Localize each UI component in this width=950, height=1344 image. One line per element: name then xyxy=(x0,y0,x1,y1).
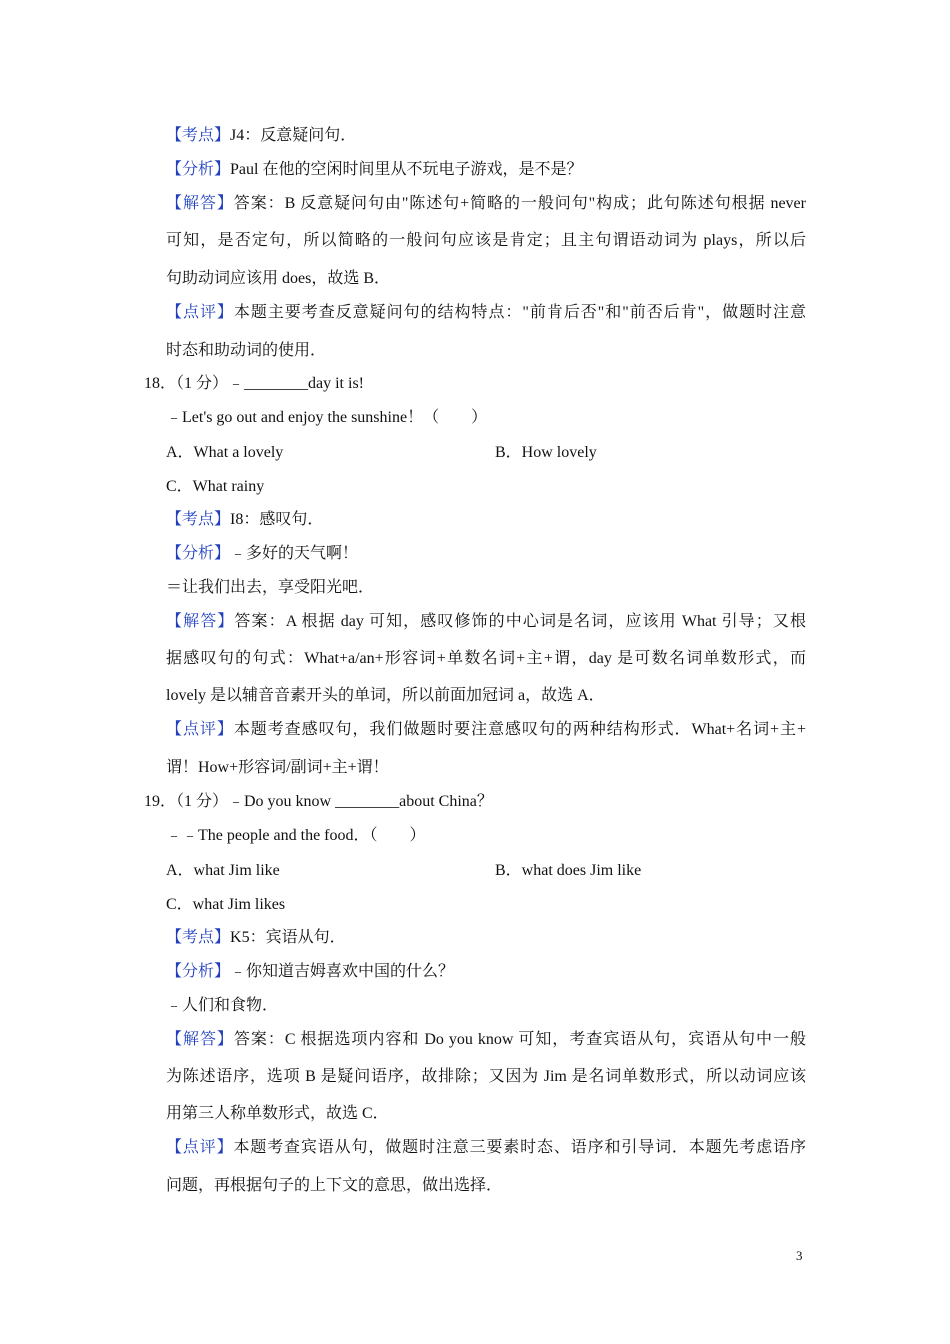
kaodian-tag: 【考点】 xyxy=(166,127,231,144)
q19-response: ﹣﹣The people and the food．（ ） xyxy=(166,827,426,844)
dianping-tag: 【点评】 xyxy=(166,721,234,738)
dianping-tag: 【点评】 xyxy=(166,1139,234,1156)
q17-kaodian: 【考点】J4：反意疑问句． xyxy=(166,127,357,144)
q18-fenxi-line-2: ＝让我们出去，享受阳光吧． xyxy=(166,579,375,596)
q18-stem: 18．（1 分）﹣________day it is! xyxy=(144,375,364,392)
jieda-tag: 【解答】 xyxy=(166,195,234,212)
q18-option-c: C．What rainy xyxy=(166,478,265,495)
fenxi-tag: 【分析】 xyxy=(166,161,231,178)
q18-option-b: B．How lovely xyxy=(495,444,597,461)
q18-dianping-line-1: 【点评】本题考查感叹句，我们做题时要注意感叹句的两种结构形式．What+名词+主+ xyxy=(166,721,806,738)
q19-jieda-line-2: 为陈述语序，选项 B 是疑问语序，故排除；又因为 Jim 是名词单数形式，所以动词应该 xyxy=(166,1068,806,1085)
q17-jieda-line-3: 句助动词应该用 does，故选 B． xyxy=(166,270,391,287)
q18-response: ﹣Let's go out and enjoy the sunshine！（ ） xyxy=(166,409,488,426)
q19-option-a: A．what Jim like xyxy=(166,862,280,879)
q19-stem: 19．（1 分）﹣Do you know ________about China？ xyxy=(144,793,493,810)
q18-dianping-line-2: 谓！How+形容词/副词+主+谓！ xyxy=(166,759,389,776)
q18-option-a: A．What a lovely xyxy=(166,444,284,461)
q18-fenxi-line-1: 【分析】﹣多好的天气啊！ xyxy=(166,545,359,562)
q19-option-c: C．what Jim likes xyxy=(166,896,286,913)
q19-jieda-line-1: 【解答】答案：C 根据选项内容和 Do you know 可知，考查宾语从句，宾语从句中一般 xyxy=(166,1031,806,1048)
q19-kaodian: 【考点】K5：宾语从句． xyxy=(166,929,346,946)
fenxi-tag: 【分析】 xyxy=(166,963,231,980)
q17-dianping-line-1: 【点评】本题主要考查反意疑问句的结构特点："前肯后否"和"前否后肯"，做题时注意 xyxy=(166,304,806,321)
kaodian-tag: 【考点】 xyxy=(166,511,231,528)
q17-fenxi: 【分析】Paul 在他的空闲时间里从不玩电子游戏，是不是？ xyxy=(166,161,583,178)
jieda-tag: 【解答】 xyxy=(166,613,235,630)
q18-jieda-line-1: 【解答】答案：A 根据 day 可知，感叹修饰的中心词是名词，应该用 What 引导；又根 xyxy=(166,613,806,630)
q19-option-b: B．what does Jim like xyxy=(495,862,642,879)
q18-jieda-line-3: lovely 是以辅音音素开头的单词，所以前面加冠词 a，故选 A． xyxy=(166,687,605,704)
q18-kaodian: 【考点】I8：感叹句． xyxy=(166,511,324,528)
kaodian-tag: 【考点】 xyxy=(166,929,231,946)
q17-dianping-line-2: 时态和助动词的使用． xyxy=(166,342,327,359)
page-number: 3 xyxy=(796,1248,803,1263)
fenxi-tag: 【分析】 xyxy=(166,545,231,562)
q19-dianping-line-2: 问题，再根据句子的上下文的意思，做出选择． xyxy=(166,1177,503,1194)
q19-jieda-line-3: 用第三人称单数形式，故选 C． xyxy=(166,1105,389,1122)
jieda-tag: 【解答】 xyxy=(166,1031,234,1048)
q18-jieda-line-2: 据感叹句的句式：What+a/an+形容词+单数名词+主+谓，day 是可数名词单数形式，而 xyxy=(166,650,806,667)
q19-fenxi-line-2: ﹣人们和食物． xyxy=(166,997,279,1014)
q19-fenxi-line-1: 【分析】﹣你知道吉姆喜欢中国的什么？ xyxy=(166,963,455,980)
dianping-tag: 【点评】 xyxy=(166,304,234,321)
q17-jieda-line-2: 可知，是否定句，所以简略的一般问句应该是肯定；且主句谓语动词为 plays，所以后 xyxy=(166,232,806,249)
q17-jieda-line-1: 【解答】答案：B 反意疑问句由"陈述句+简略的一般问句"构成；此句陈述句根据 never xyxy=(166,195,806,212)
q19-dianping-line-1: 【点评】本题考查宾语从句，做题时注意三要素时态、语序和引导词．本题先考虑语序 xyxy=(166,1139,806,1156)
